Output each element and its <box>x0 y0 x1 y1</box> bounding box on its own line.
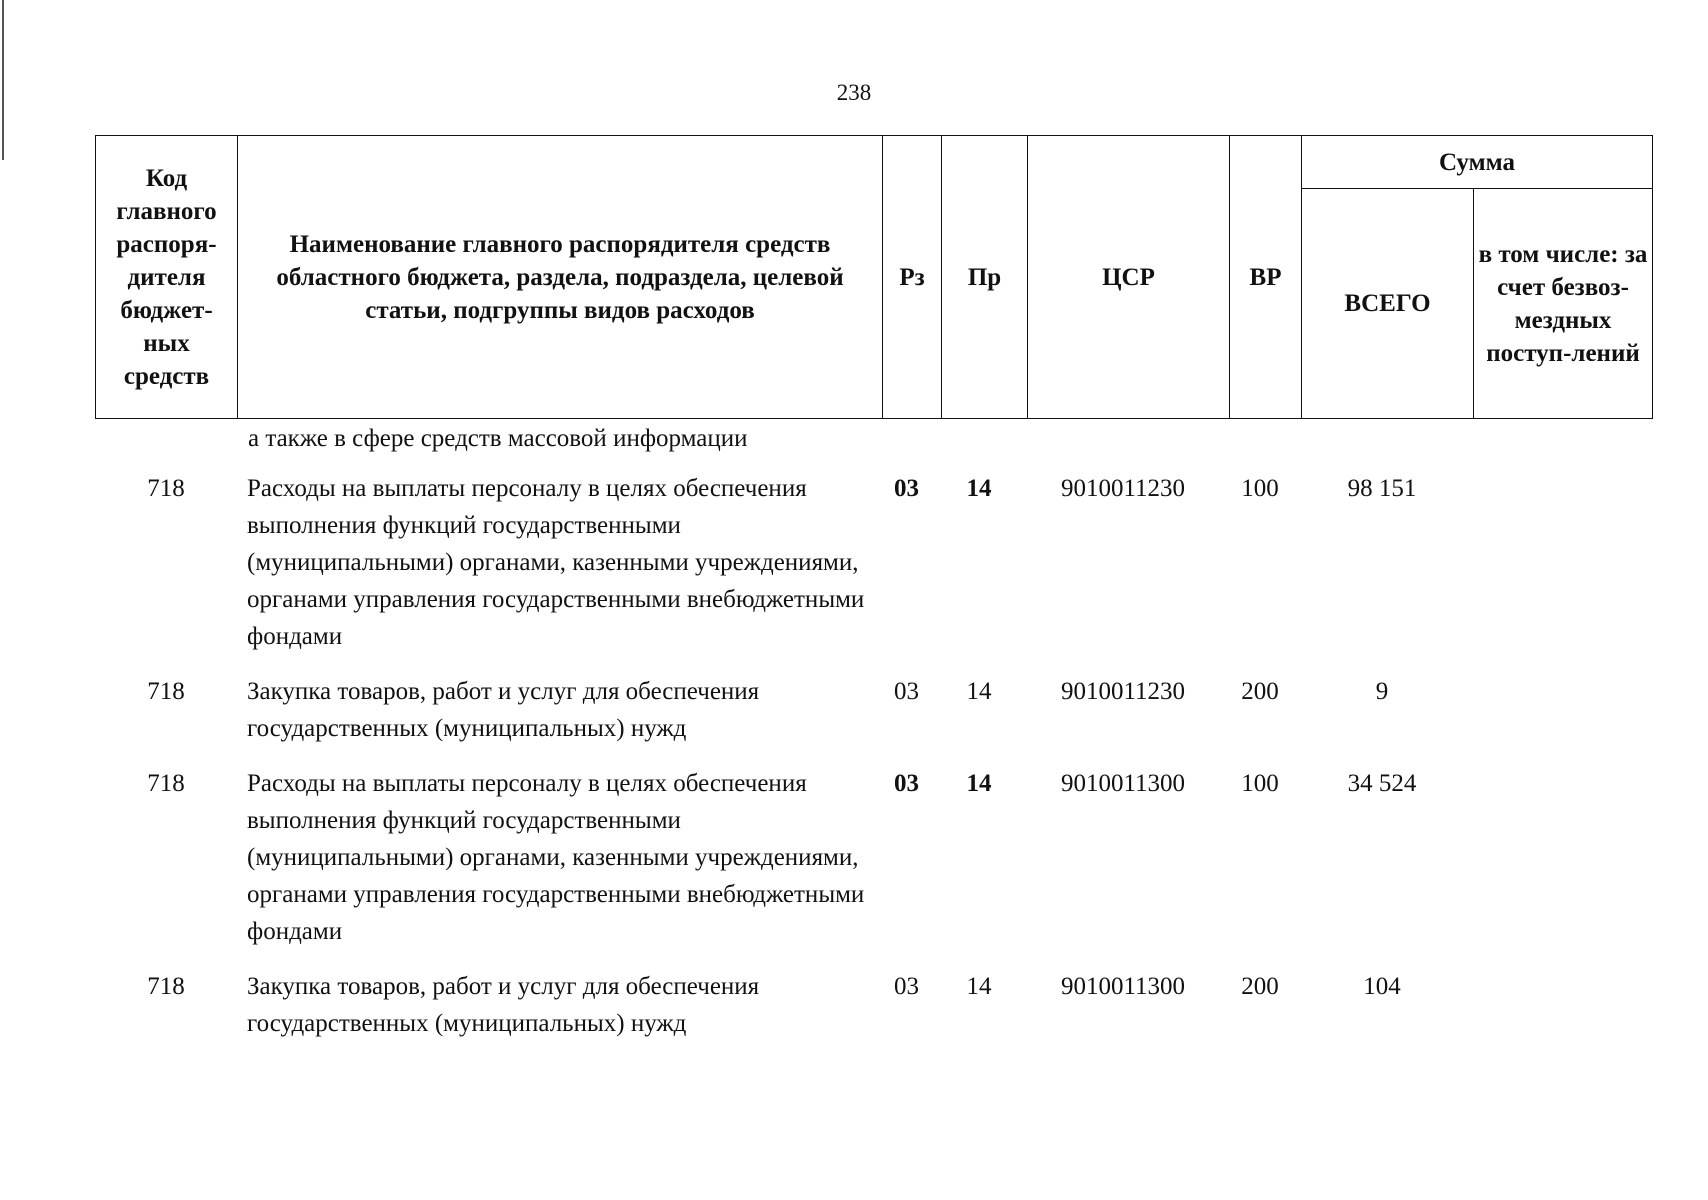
table-row <box>95 470 1652 655</box>
row-rz: 03 <box>894 678 919 705</box>
row-csr: 9010011300 <box>1060 770 1186 797</box>
row-vr: 200 <box>1241 678 1279 705</box>
row-name: Расходы на выплаты персоналу в целях обеспечения выполнения функций государственными (муниципальными) органами, казенными учреждениями, органами управления государственными внебюджетными фондами <box>247 770 865 945</box>
row-free <box>1468 968 1652 1042</box>
header-vr: ВР <box>1230 136 1302 419</box>
row-code: 718 <box>147 770 185 797</box>
row-code: 718 <box>147 678 185 705</box>
header-total: ВСЕГО <box>1302 189 1474 419</box>
table-body <box>95 420 1652 1060</box>
row-csr: 9010011230 <box>1060 475 1186 502</box>
row-rz: 03 <box>894 475 919 502</box>
page-number: 238 <box>836 80 872 105</box>
header-sum: Сумма <box>1302 136 1653 189</box>
row-name: Закупка товаров, работ и услуг для обеспечения государственных (муниципальных) нужд <box>247 678 760 742</box>
header-code: Код главного распоря-дителя бюджет-ных средств <box>96 136 238 419</box>
header-name: Наименование главного распорядителя средств областного бюджета, раздела, подраздела, целевой статьи, подгруппы видов расходов <box>238 136 883 419</box>
table-header <box>95 135 1653 419</box>
row-vr: 100 <box>1241 475 1279 502</box>
row-code: 718 <box>147 475 185 502</box>
header-csr: ЦСР <box>1028 136 1230 419</box>
row-vr: 200 <box>1241 973 1279 1000</box>
row-name: Расходы на выплаты персоналу в целях обеспечения выполнения функций государственными (муниципальными) органами, казенными учреждениями, органами управления государственными внебюджетными фондами <box>247 475 865 650</box>
table-row <box>95 765 1652 950</box>
header-pr: Пр <box>942 136 1028 419</box>
row-pr: 14 <box>966 973 992 1000</box>
row-csr: 9010011300 <box>1060 973 1186 1000</box>
row-total: 104 <box>1363 973 1401 1000</box>
row-name: Закупка товаров, работ и услуг для обеспечения государственных (муниципальных) нужд <box>247 973 760 1037</box>
row-pr: 14 <box>966 475 992 502</box>
row-free <box>1468 673 1652 747</box>
row-pr: 14 <box>966 770 992 797</box>
continuation-text: а также в сфере средств массовой информации <box>248 425 748 452</box>
row-code: 718 <box>147 973 185 1000</box>
row-csr: 9010011230 <box>1060 678 1186 705</box>
row-free <box>1468 470 1652 655</box>
row-rz: 03 <box>894 770 919 797</box>
row-total: 9 <box>1375 678 1389 705</box>
table-row <box>95 673 1652 747</box>
header-rz: Рз <box>883 136 942 419</box>
row-vr: 100 <box>1241 770 1279 797</box>
row-pr: 14 <box>966 678 992 705</box>
table-row <box>95 968 1652 1042</box>
row-free <box>1468 765 1652 950</box>
row-total: 98 151 <box>1347 475 1417 502</box>
row-rz: 03 <box>894 973 919 1000</box>
row-total: 34 524 <box>1347 770 1417 797</box>
header-free: в том числе: за счет безвоз-мездных поступ-лений <box>1474 189 1653 419</box>
